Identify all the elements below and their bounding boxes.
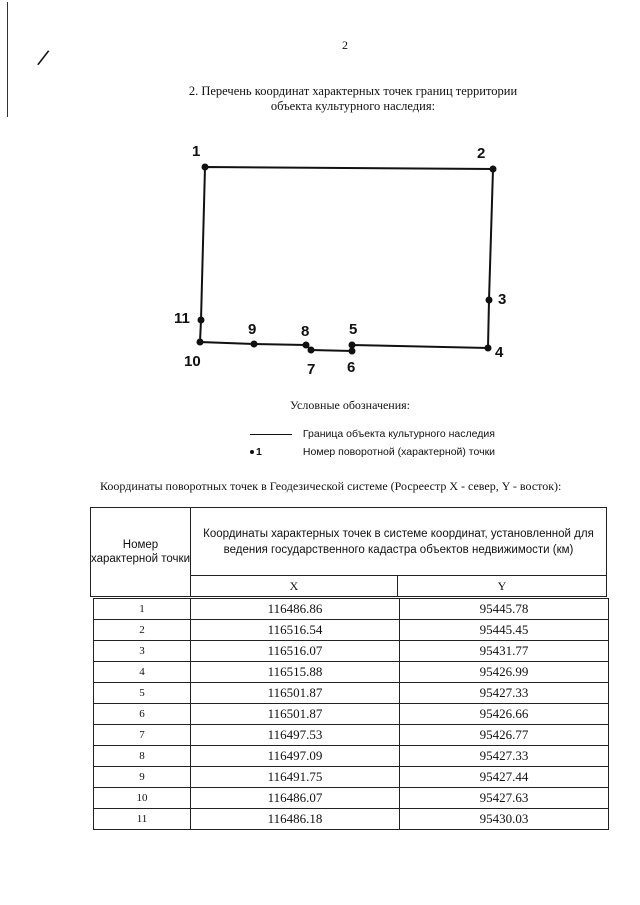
table-row bbox=[94, 809, 609, 830]
cell-y: 95427.33 bbox=[400, 746, 609, 767]
scan-mark: ⧸ bbox=[36, 47, 50, 69]
point-marker-4 bbox=[485, 345, 492, 352]
cell-number: 1 bbox=[94, 599, 191, 620]
boundary-polygon bbox=[200, 167, 493, 351]
cell-x: 116486.07 bbox=[191, 788, 400, 809]
point-label-1: 1 bbox=[192, 143, 201, 160]
legend-border-label: Граница объекта культурного наследия bbox=[302, 428, 495, 440]
table-row bbox=[94, 599, 609, 620]
cell-x: 116491.75 bbox=[191, 767, 400, 788]
table-row bbox=[94, 662, 609, 683]
header-point-number: Номер характерной точки bbox=[91, 508, 191, 596]
point-marker-8 bbox=[303, 342, 310, 349]
cell-x: 116515.88 bbox=[191, 662, 400, 683]
table-row bbox=[94, 725, 609, 746]
point-marker-10 bbox=[197, 339, 204, 346]
point-label-6: 6 bbox=[347, 359, 356, 376]
legend-title: Условные обозначения: bbox=[289, 398, 411, 412]
table-row bbox=[94, 788, 609, 809]
cell-y: 95427.63 bbox=[400, 788, 609, 809]
cell-y: 95445.45 bbox=[400, 620, 609, 641]
legend-point-label: Номер поворотной (характерной) точки bbox=[302, 446, 496, 458]
legend-border-line-icon bbox=[250, 434, 292, 435]
cell-x: 116516.54 bbox=[191, 620, 400, 641]
coordinates-heading: Координаты поворотных точек в Геодезической системе (Росреестр X - север, Y - восток): bbox=[100, 479, 562, 493]
legend-point-row bbox=[250, 446, 495, 458]
coordinates-table bbox=[93, 598, 609, 830]
cell-x: 116486.86 bbox=[191, 599, 400, 620]
plan-points bbox=[197, 164, 497, 355]
point-label-2: 2 bbox=[477, 145, 486, 162]
cell-number: 3 bbox=[94, 641, 191, 662]
cell-number: 8 bbox=[94, 746, 191, 767]
heading-line-2: объекта культурного наследия: bbox=[270, 99, 436, 113]
table-row bbox=[94, 704, 609, 725]
cell-x: 116501.87 bbox=[191, 683, 400, 704]
cell-x: 116486.18 bbox=[191, 809, 400, 830]
cell-y: 95430.03 bbox=[400, 809, 609, 830]
point-label-10: 10 bbox=[184, 353, 201, 370]
point-label-3: 3 bbox=[498, 291, 507, 308]
point-label-7: 7 bbox=[307, 361, 316, 378]
cell-number: 7 bbox=[94, 725, 191, 746]
point-label-5: 5 bbox=[349, 321, 358, 338]
point-marker-2 bbox=[490, 166, 497, 173]
point-label-9: 9 bbox=[248, 321, 257, 338]
cell-number: 5 bbox=[94, 683, 191, 704]
point-marker-9 bbox=[251, 341, 258, 348]
cell-y: 95426.77 bbox=[400, 725, 609, 746]
table-row bbox=[94, 767, 609, 788]
cell-number: 2 bbox=[94, 620, 191, 641]
point-marker-3 bbox=[486, 297, 493, 304]
cell-number: 11 bbox=[94, 809, 191, 830]
table-row bbox=[94, 641, 609, 662]
table-row bbox=[94, 683, 609, 704]
page-number: 2 bbox=[342, 38, 348, 52]
point-marker-1 bbox=[202, 164, 209, 171]
cell-y: 95445.78 bbox=[400, 599, 609, 620]
table-row bbox=[94, 746, 609, 767]
header-y: Y bbox=[497, 579, 507, 593]
cell-number: 10 bbox=[94, 788, 191, 809]
cell-number: 4 bbox=[94, 662, 191, 683]
legend-point-dot-icon bbox=[250, 450, 254, 454]
cell-number: 6 bbox=[94, 704, 191, 725]
header-x: X bbox=[191, 576, 398, 596]
point-marker-11 bbox=[198, 317, 205, 324]
cell-y: 95431.77 bbox=[400, 641, 609, 662]
cell-y: 95427.44 bbox=[400, 767, 609, 788]
cell-y: 95427.33 bbox=[400, 683, 609, 704]
point-marker-6 bbox=[349, 348, 356, 355]
boundary-plan bbox=[0, 0, 640, 400]
legend-point-sample bbox=[250, 446, 292, 458]
heading-line-1: 2. Перечень координат характерных точек границ территории bbox=[188, 84, 518, 98]
header-coordinates: Координаты характерных точек в системе координат, установленной для ведения государственного кадастра объектов недвижимости (км) bbox=[191, 508, 606, 576]
cell-number: 9 bbox=[94, 767, 191, 788]
point-label-8: 8 bbox=[301, 323, 310, 340]
legend-point-number: 1 bbox=[256, 446, 262, 459]
cell-x: 116497.09 bbox=[191, 746, 400, 767]
point-marker-7 bbox=[308, 347, 315, 354]
cell-y: 95426.99 bbox=[400, 662, 609, 683]
table-row bbox=[94, 620, 609, 641]
table-header bbox=[90, 507, 607, 597]
cell-x: 116516.07 bbox=[191, 641, 400, 662]
point-label-4: 4 bbox=[495, 344, 504, 361]
point-marker-5 bbox=[349, 342, 356, 349]
cell-x: 116497.53 bbox=[191, 725, 400, 746]
cell-y: 95426.66 bbox=[400, 704, 609, 725]
point-label-11: 11 bbox=[174, 310, 190, 327]
cell-x: 116501.87 bbox=[191, 704, 400, 725]
legend-border-row bbox=[250, 428, 495, 440]
